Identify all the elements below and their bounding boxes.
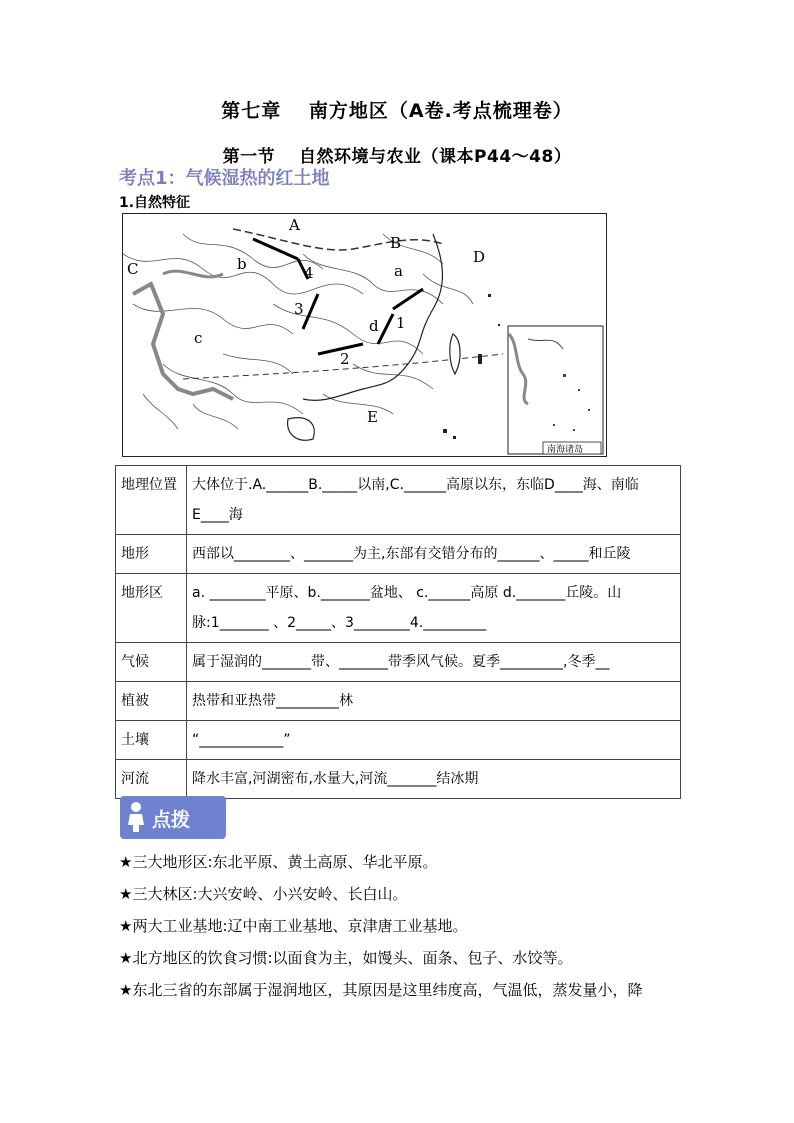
row-content: a. ________平原、b._______盆地、 c.______高原 d._______丘陵。山脉:1_______ 、2_____、3________4._________ (187, 574, 681, 643)
tip-box (120, 796, 226, 839)
map-label-B: B (390, 234, 402, 252)
row-content: 降水丰富,河湖密布,水量大,河流_______结冰期 (187, 760, 681, 799)
section-title: 第一节 自然环境与农业（课本P44～48） (222, 147, 572, 167)
row-label: 地形 (116, 535, 187, 574)
table-row (116, 721, 681, 760)
map-label-b: b (237, 255, 247, 273)
table-row (116, 574, 681, 643)
tip-box-label: 点拨 (152, 809, 191, 831)
row-label: 土壤 (116, 721, 187, 760)
list-item: ★三大林区:大兴安岭、小兴安岭、长白山。 (119, 885, 408, 903)
map-label-3: 3 (294, 300, 304, 318)
row-label: 地形区 (116, 574, 187, 643)
map-label-C: C (127, 260, 139, 278)
row-label: 河流 (116, 760, 187, 799)
person-icon (126, 801, 146, 838)
table-row (116, 535, 681, 574)
map-label-1: 1 (396, 314, 406, 332)
inset-caption: 南海诸岛 (547, 445, 584, 455)
list-item: ★三大地形区:东北平原、黄土高原、华北平原。 (119, 853, 438, 871)
natural-features-table (115, 465, 681, 799)
table-row (116, 682, 681, 721)
list-item: ★两大工业基地:辽中南工业基地、京津唐工业基地。 (119, 917, 468, 935)
map-label-D: D (473, 248, 486, 266)
row-content: 属于湿润的_______带、_______带季风气候。夏季_________,冬季__ (187, 643, 681, 682)
row-content: 西部以________、_______为主,东部有交错分布的______、_____和丘陵 (187, 535, 681, 574)
subheading: 1.自然特征 (119, 195, 191, 211)
row-label: 气候 (116, 643, 187, 682)
row-label: 地理位置 (116, 466, 187, 535)
map-label-d: d (369, 317, 379, 335)
map-label-2: 2 (340, 350, 350, 368)
map-label-4: 4 (304, 264, 314, 282)
page-title: 第七章 南方地区（A卷.考点梳理卷） (221, 100, 573, 122)
row-label: 植被 (116, 682, 187, 721)
map-label-c: c (194, 329, 203, 347)
row-content: 大体位于.A.______B._____以南,C.______高原以东，东临D____海、南临E____海 (187, 466, 681, 535)
map-label-A: A (289, 216, 300, 234)
list-item: ★东北三省的东部属于湿润地区，其原因是这里纬度高，气温低，蒸发量小，降 (119, 981, 643, 999)
south-china-map (122, 213, 607, 457)
table-row (116, 466, 681, 535)
list-item: ★北方地区的饮食习惯:以面食为主，如馒头、面条、包子、水饺等。 (119, 949, 573, 967)
map-label-a: a (394, 262, 403, 280)
map-label-E: E (367, 408, 378, 426)
row-content: “____________” (187, 721, 681, 760)
exam-point-heading: 考点1：气候湿热的红土地 (119, 168, 330, 189)
row-content: 热带和亚热带_________林 (187, 682, 681, 721)
tips-list (119, 850, 689, 1010)
table-row (116, 643, 681, 682)
table-row (116, 760, 681, 799)
